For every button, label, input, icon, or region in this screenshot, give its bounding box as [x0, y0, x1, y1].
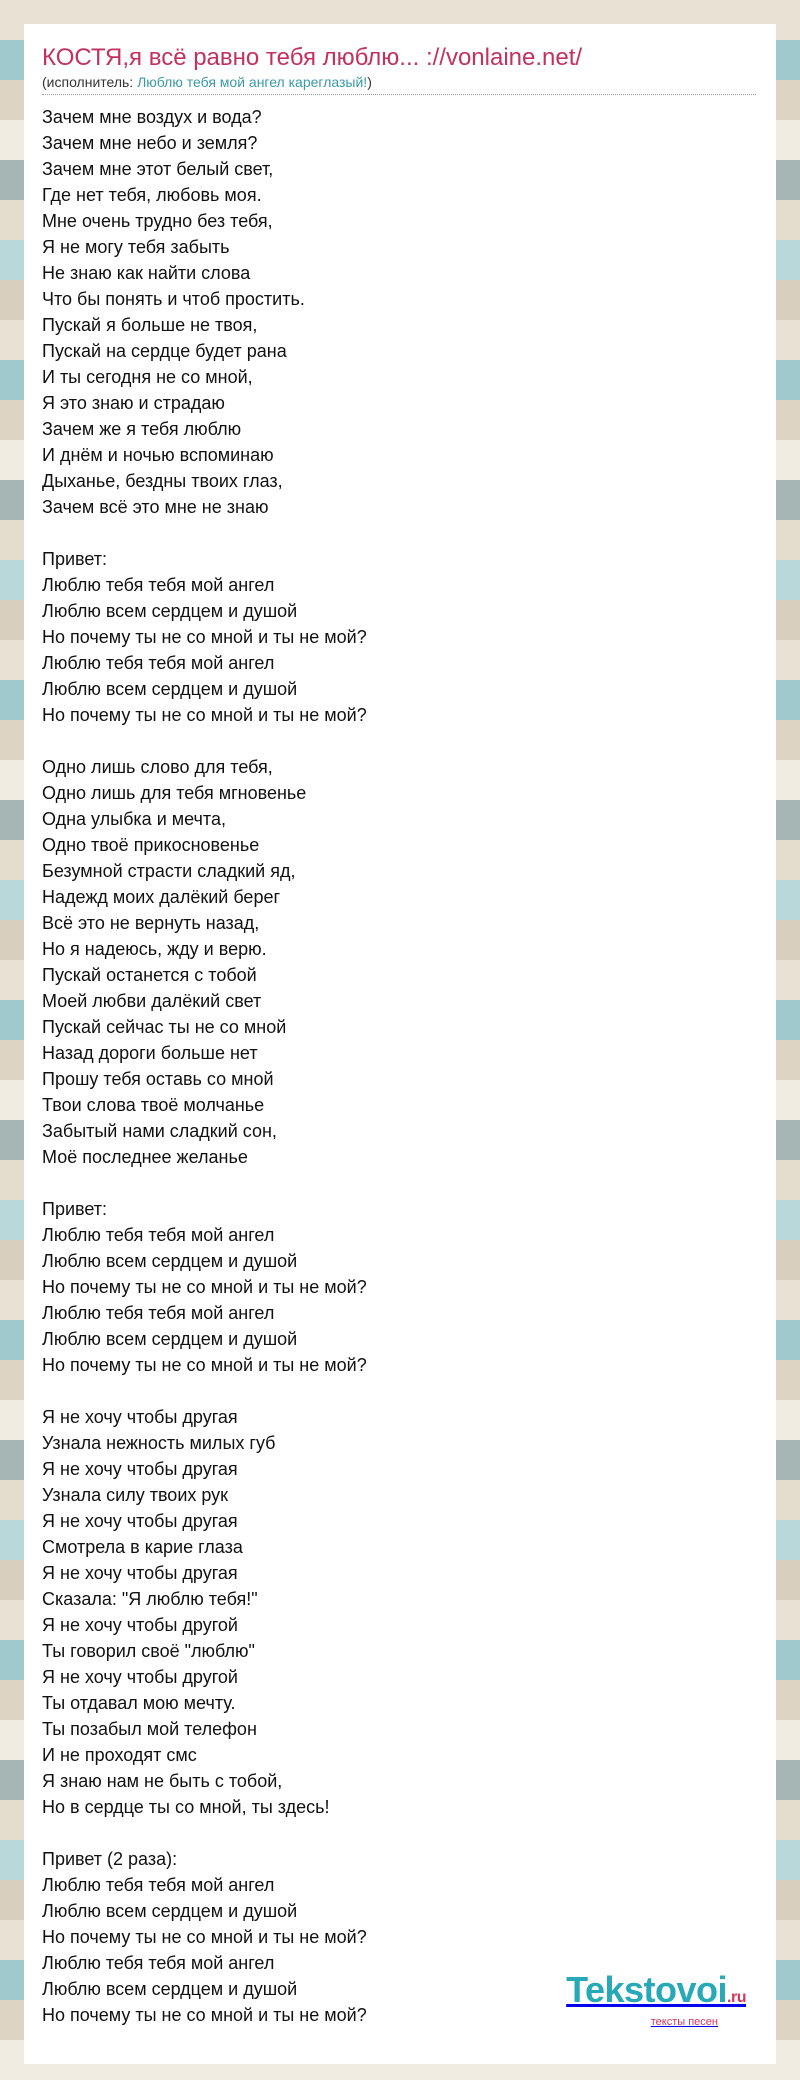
artist-link[interactable]: Люблю тебя мой ангел кареглазый! — [137, 74, 368, 90]
lyric-line: Зачем мне небо и земля? — [42, 133, 258, 153]
stanza-break — [42, 1820, 742, 1846]
lyric-line: Назад дороги больше нет — [42, 1043, 258, 1063]
lyric-line: Но почему ты не со мной и ты не мой? — [42, 1355, 367, 1375]
lyric-line: Пускай сейчас ты не со мной — [42, 1017, 287, 1037]
lyric-line: Но я надеюсь, жду и верю. — [42, 939, 267, 959]
logo-wordmark — [566, 1969, 746, 2016]
stanza-break — [42, 1170, 742, 1196]
lyric-line: Одно лишь для тебя мгновенье — [42, 783, 307, 803]
lyric-line: Дыханье, бездны твоих глаз, — [42, 471, 283, 491]
artist-prefix: (исполнитель: — [42, 74, 138, 90]
lyric-line: Безумной страсти сладкий яд, — [42, 861, 296, 881]
lyric-line: Надежд моих далёкий берег — [42, 887, 281, 907]
lyric-line: Что бы понять и чтоб простить. — [42, 289, 305, 309]
tekstovoi-logo[interactable] — [566, 1969, 746, 2028]
lyric-line: Люблю всем сердцем и душой — [42, 1901, 298, 1921]
lyric-line: Привет: — [42, 1199, 108, 1219]
lyric-line: Люблю всем сердцем и душой — [42, 1979, 298, 1999]
song-title: КОСТЯ,я всё равно тебя люблю... ://vonlaine.net/ — [42, 44, 583, 71]
lyric-line: Пускай я больше не твоя, — [42, 315, 258, 335]
lyric-line: Я не хочу чтобы другая — [42, 1511, 238, 1531]
lyric-line: Ты говорил своё "люблю" — [42, 1641, 255, 1661]
lyric-line: Пускай останется с тобой — [42, 965, 257, 985]
lyric-line: Люблю тебя тебя мой ангел — [42, 1225, 275, 1245]
lyric-line: Я не хочу чтобы другая — [42, 1459, 238, 1479]
lyric-line: Узнала нежность милых губ — [42, 1433, 276, 1453]
lyric-line: Люблю всем сердцем и душой — [42, 1329, 298, 1349]
lyric-line: Я не хочу чтобы другая — [42, 1407, 238, 1427]
lyric-line: Смотрела в карие глаза — [42, 1537, 243, 1557]
stanza-break — [42, 520, 742, 546]
lyric-line: Одно лишь слово для тебя, — [42, 757, 273, 777]
lyric-line: Всё это не вернуть назад, — [42, 913, 260, 933]
stanza-break — [42, 1378, 742, 1404]
dotted-divider — [42, 94, 756, 95]
lyric-line: Я не хочу чтобы другой — [42, 1615, 238, 1635]
lyrics-card — [24, 24, 776, 2064]
lyric-line: Одно твоё прикосновенье — [42, 835, 260, 855]
lyric-line: Люблю всем сердцем и душой — [42, 601, 298, 621]
lyric-line: Зачем мне воздух и вода? — [42, 107, 262, 127]
lyric-line: Но почему ты не со мной и ты не мой? — [42, 1927, 367, 1947]
lyric-line: Я не хочу чтобы другая — [42, 1563, 238, 1583]
lyric-line: Я не хочу чтобы другой — [42, 1667, 238, 1687]
lyric-line: Мне очень трудно без тебя, — [42, 211, 273, 231]
lyric-line: Пускай на сердце будет рана — [42, 341, 287, 361]
lyric-line: Я не могу тебя забыть — [42, 237, 230, 257]
lyric-line: Зачем всё это мне не знаю — [42, 497, 269, 517]
lyric-line: Люблю тебя тебя мой ангел — [42, 653, 275, 673]
lyric-line: Ты позабыл мой телефон — [42, 1719, 257, 1739]
lyric-line: Люблю тебя тебя мой ангел — [42, 1303, 275, 1323]
lyric-line: Узнала силу твоих рук — [42, 1485, 229, 1505]
lyric-line: Забытый нами сладкий сон, — [42, 1121, 277, 1141]
lyric-line: Одна улыбка и мечта, — [42, 809, 226, 829]
lyric-line: Привет: — [42, 549, 108, 569]
lyrics-body — [42, 104, 742, 2028]
logo-suffix: .ru — [727, 1989, 746, 2006]
lyric-line: Но почему ты не со мной и ты не мой? — [42, 1277, 367, 1297]
lyric-line: Привет (2 раза): — [42, 1849, 178, 1869]
lyric-line: И не проходят смс — [42, 1745, 197, 1765]
lyric-line: Зачем мне этот белый свет, — [42, 159, 274, 179]
lyric-line: Люблю всем сердцем и душой — [42, 679, 298, 699]
lyric-line: Моей любви далёкий свет — [42, 991, 262, 1011]
lyric-line: Но почему ты не со мной и ты не мой? — [42, 627, 367, 647]
logo-tagline: тексты песен — [650, 2016, 718, 2028]
lyric-line: Я это знаю и страдаю — [42, 393, 225, 413]
lyric-line: Зачем же я тебя люблю — [42, 419, 242, 439]
lyric-line: Сказала: "Я люблю тебя!" — [42, 1589, 258, 1609]
lyric-line: Моё последнее желанье — [42, 1147, 248, 1167]
stanza-break — [42, 728, 742, 754]
lyric-line: И ты сегодня не со мной, — [42, 367, 253, 387]
lyric-line: Но в сердце ты со мной, ты здесь! — [42, 1797, 330, 1817]
lyric-line: Я знаю нам не быть с тобой, — [42, 1771, 283, 1791]
lyric-line: Не знаю как найти слова — [42, 263, 251, 283]
lyric-line: Твои слова твоё молчанье — [42, 1095, 265, 1115]
lyric-line: Люблю тебя тебя мой ангел — [42, 1953, 275, 1973]
lyric-line: Люблю всем сердцем и душой — [42, 1251, 298, 1271]
lyric-line: Ты отдавал мою мечту. — [42, 1693, 236, 1713]
lyric-line: Где нет тебя, любовь моя. — [42, 185, 262, 205]
lyric-line: Люблю тебя тебя мой ангел — [42, 1875, 275, 1895]
artist-suffix: ) — [367, 74, 372, 90]
lyric-line: Но почему ты не со мной и ты не мой? — [42, 705, 367, 725]
lyric-line: Люблю тебя тебя мой ангел — [42, 575, 275, 595]
lyric-line: Но почему ты не со мной и ты не мой? — [42, 2005, 367, 2025]
artist-line — [42, 74, 372, 90]
lyric-line: Прошу тебя оставь со мной — [42, 1069, 274, 1089]
lyric-line: И днём и ночью вспоминаю — [42, 445, 274, 465]
logo-main-text: Tekstovoi — [566, 1969, 728, 2010]
